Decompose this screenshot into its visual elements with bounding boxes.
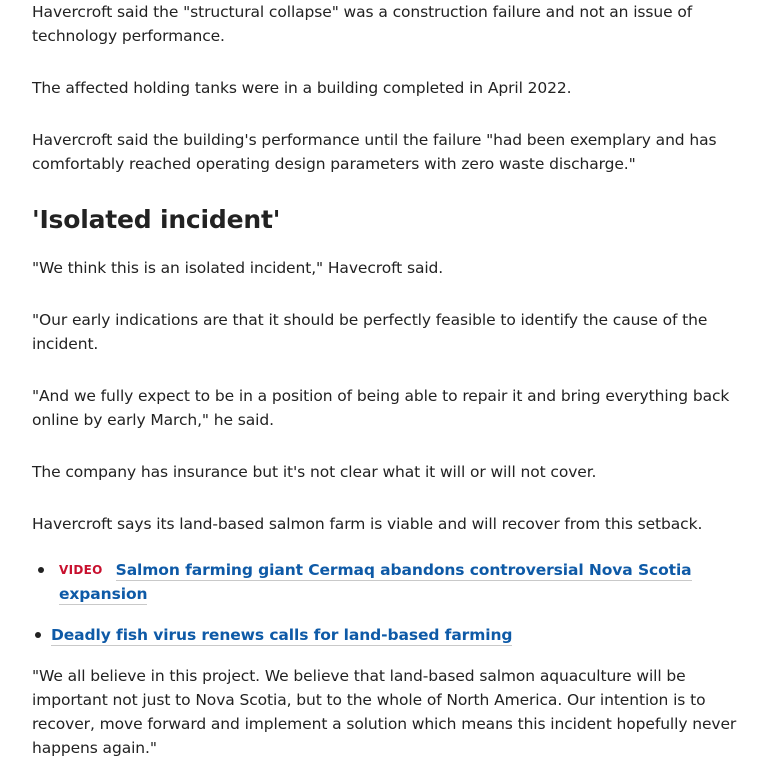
article-paragraph: Havercroft said the building's performance until the failure "had been exemplary and has comfortably reached operating design parameters with zero waste discharge." [32,131,717,173]
article-paragraph: "Our early indications are that it should be perfectly feasible to identify the cause of the incident. [32,311,708,353]
related-links-list [32,558,762,647]
related-link-item [51,623,762,647]
bullet-icon [38,567,44,573]
article-paragraph: "We all believe in this project. We believe that land-based salmon aquaculture will be important not just to Nova Scotia, but to the whole of North America. Our intention is to recover, move forward and implement a solution which means this incident hopefully never happens again." [32,667,737,757]
article-paragraph: Havercroft says its land-based salmon farm is viable and will recover from this setback. [32,515,703,533]
related-link-fish-virus[interactable]: Deadly fish virus renews calls for land-based farming [51,626,513,644]
article-paragraph: Havercroft said the "structural collapse" was a construction failure and not an issue of technology performance. [32,3,693,45]
video-badge: VIDEO [59,563,103,577]
article-paragraph: The affected holding tanks were in a building completed in April 2022. [32,79,572,97]
related-link-cermaq[interactable]: Salmon farming giant Cermaq abandons controversial Nova Scotia expansion [59,561,692,603]
bullet-icon [35,632,41,638]
related-link-item [54,558,762,606]
section-heading: 'Isolated incident' [32,205,281,234]
article-paragraph: The company has insurance but it's not clear what it will or will not cover. [32,463,597,481]
article-paragraph: "We think this is an isolated incident," Havecroft said. [32,259,444,277]
article-paragraph: "And we fully expect to be in a position of being able to repair it and bring everything back online by early March," he said. [32,387,730,429]
